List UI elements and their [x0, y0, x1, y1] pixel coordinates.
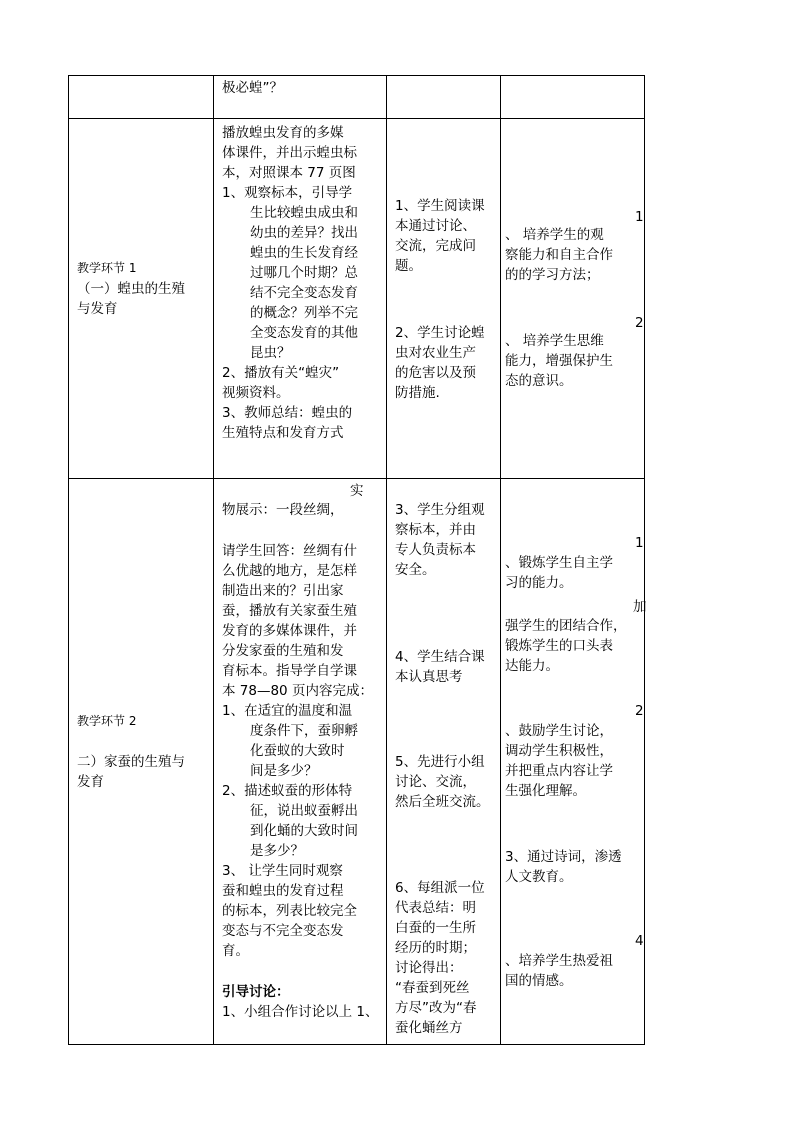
student-line: 5、先进行小组 [395, 754, 485, 770]
student-line: 本认真思考 [395, 669, 463, 685]
teacher-line: 2、播放有关“蝗灾” [222, 365, 340, 381]
student-line: 本通过讨论、 [395, 218, 476, 234]
section-title: （一）蝗虫的生殖 [77, 281, 185, 297]
teacher-line: 3、教师总结：蝗虫的 [222, 405, 353, 421]
teacher-line: 体课件，并出示蝗虫标 [222, 145, 357, 161]
teacher-item: 变态与不完全变态发 [222, 923, 344, 939]
goal-line: 国的情感。 [505, 973, 573, 989]
goal-number: 1 [635, 535, 644, 551]
cell-student [387, 479, 501, 1045]
student-line: 然后全班交流。 [395, 794, 490, 810]
student-line: 1、学生阅读课 [395, 198, 485, 214]
goal-line: 人文教育。 [505, 869, 573, 885]
teacher-line: 昆虫？ [250, 345, 291, 361]
teacher-item: 化蚕蚁的大致时 [250, 743, 345, 759]
guide-line: 1、小组合作讨论以上 1、 [222, 1004, 379, 1020]
goal-line: 态的意识。 [505, 373, 573, 389]
student-line: 蚕化蛹丝方 [395, 1020, 463, 1036]
teacher-line: 全变态发育的其他 [250, 325, 358, 341]
cell-teacher [214, 119, 387, 479]
student-line: 专人负责标本 [395, 542, 476, 558]
section-title: 二）家蚕的生殖与 [77, 754, 185, 770]
teacher-line: 么优越的地方，是怎样 [222, 563, 357, 579]
goal-line: 、鼓励学生讨论， [505, 723, 613, 739]
student-line: 讨论、交流， [395, 774, 476, 790]
goal-line: 习的能力。 [505, 575, 573, 591]
goal-number: 4 [635, 933, 644, 949]
goal-line: 的的学习方法； [505, 267, 600, 283]
teacher-item: 征，说出蚁蚕孵出 [250, 803, 358, 819]
lesson-plan-table [68, 75, 645, 1045]
table-row [69, 479, 645, 1045]
teacher-line: 1、观察标本，引导学 [222, 185, 353, 201]
student-line: 安全。 [395, 562, 436, 578]
teacher-item: 是多少？ [250, 843, 304, 859]
section-title-cont: 发育 [77, 774, 104, 790]
goal-line: 、 培养学生思维 [505, 333, 604, 349]
teacher-line: 过哪几个时期？总 [250, 265, 358, 281]
guide-title: 引导讨论： [222, 984, 290, 1000]
teacher-line: 实 [350, 483, 364, 499]
cell-teacher [214, 479, 387, 1045]
teacher-item: 育。 [222, 943, 249, 959]
teacher-item: 到化蛹的大致时间 [250, 823, 358, 839]
cell-goals [501, 119, 645, 479]
goal-line: 达能力。 [505, 658, 559, 674]
goal-line: 3、通过诗词，渗透 [505, 849, 622, 865]
goal-number: 1 [635, 209, 644, 225]
teacher-line: 的概念？列举不完 [250, 305, 358, 321]
cell-student [387, 119, 501, 479]
student-line: 代表总结：明 [395, 900, 476, 916]
cell-section [69, 119, 214, 479]
goal-line: 锻炼学生的口头表 [505, 638, 613, 654]
student-line: 交流，完成问 [395, 238, 476, 254]
teacher-item: 2、描述蚁蚕的形体特 [222, 783, 353, 799]
goal-line: 察能力和自主合作 [505, 247, 613, 263]
student-line: 讨论得出： [395, 960, 463, 976]
teacher-line: 生殖特点和发育方式 [222, 425, 344, 441]
teacher-item: 间是多少？ [250, 763, 318, 779]
teacher-item: 蚕和蝗虫的发育过程 [222, 883, 344, 899]
goal-line: 、锻炼学生自主学 [505, 555, 613, 571]
teacher-line: 幼虫的差异？找出 [250, 225, 358, 241]
student-line: “春蚕到死丝 [395, 980, 470, 996]
goal-number: 2 [635, 703, 644, 719]
teacher-line: 蝗虫的生长发育经 [250, 245, 358, 261]
table-row [69, 119, 645, 479]
goal-line: 生强化理解。 [505, 783, 586, 799]
cell-goals [501, 76, 645, 119]
student-line: 方尽”改为“春 [395, 1000, 477, 1016]
student-line: 白蚕的一生所 [395, 920, 476, 936]
student-line: 4、学生结合课 [395, 649, 485, 665]
teacher-line: 播放蝗虫发育的多媒 [222, 125, 344, 141]
teacher-item: 的标本，列表比较完全 [222, 903, 357, 919]
teacher-item: 1、在适宜的温度和温 [222, 703, 353, 719]
student-line: 察标本，并由 [395, 522, 476, 538]
teacher-line: 视频资料。 [222, 385, 290, 401]
student-line: 题。 [395, 258, 422, 274]
goal-line: 能力，增强保护生 [505, 353, 613, 369]
student-line: 的危害以及预 [395, 365, 476, 381]
goal-number: 2 [635, 315, 644, 331]
teacher-line: 制造出来的？引出家 [222, 583, 344, 599]
student-line: 6、每组派一位 [395, 880, 485, 896]
student-line: 虫对农业生产 [395, 345, 476, 361]
teacher-line: 结不完全变态发育 [250, 285, 358, 301]
teacher-line: 分发家蚕的生殖和发 [222, 643, 344, 659]
teacher-item: 3、 让学生同时观察 [222, 863, 343, 879]
goal-line: 、培养学生热爱祖 [505, 953, 613, 969]
teacher-line: 本 78—80 页内容完成： [222, 683, 373, 699]
cell-student [387, 76, 501, 119]
goal-line: 并把重点内容让学 [505, 763, 613, 779]
cell-section [69, 76, 214, 119]
section-title-cont: 与发育 [77, 301, 118, 317]
goal-line: 、 培养学生的观 [505, 227, 604, 243]
goal-line: 调动学生积极性， [505, 743, 613, 759]
teacher-line: 育标本。指导学自学课 [222, 663, 357, 679]
teacher-line: 蚕，播放有关家蚕生殖 [222, 603, 357, 619]
student-line: 3、学生分组观 [395, 502, 485, 518]
cell-teacher [214, 76, 387, 119]
teacher-line: 请学生回答：丝绸有什 [222, 543, 357, 559]
goal-line: 强学生的团结合作， [505, 618, 627, 634]
cell-goals [501, 479, 645, 1045]
student-line: 2、学生讨论蝗 [395, 325, 485, 341]
teacher-line: 生比较蝗虫成虫和 [250, 205, 358, 221]
teacher-line: 本，对照课本 77 页图 [222, 165, 356, 181]
table-row [69, 76, 645, 119]
teacher-item: 度条件下，蚕卵孵 [250, 723, 358, 739]
teacher-line: 发育的多媒体课件，并 [222, 623, 357, 639]
cell-section [69, 479, 214, 1045]
section-number: 教学环节 1 [77, 261, 137, 275]
student-line: 防措施. [395, 385, 440, 401]
student-line: 经历的时期； [395, 940, 476, 956]
section-number: 教学环节 2 [77, 714, 137, 728]
teacher-line: 物展示：一段丝绸， [222, 502, 344, 518]
goal-number: 加 [633, 599, 647, 615]
teacher-text: 极必蝗”？ [222, 80, 283, 96]
